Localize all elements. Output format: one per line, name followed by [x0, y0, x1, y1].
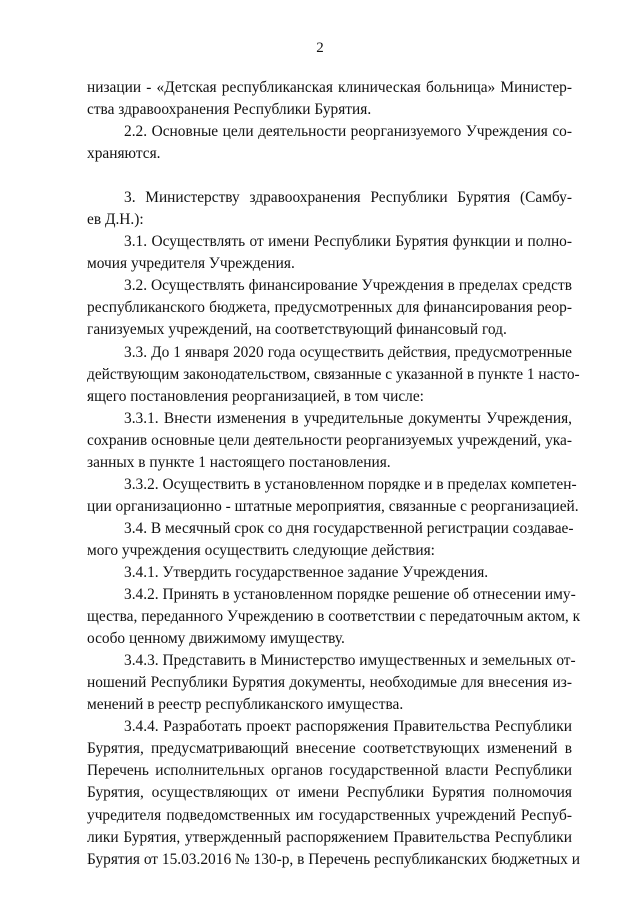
- text-line: храняются.: [87, 145, 161, 163]
- text-line: Бурятия, предусматривающий внесение соответствующих изменений в: [87, 740, 572, 758]
- text-line: Бурятия от 15.03.2016 № 130-р, в Перечень республиканских бюджетных и: [87, 850, 580, 868]
- text-line: 3.3.2. Осуществить в установленном порядке и в пределах компетен-: [124, 475, 577, 493]
- text-line: ящего постановления реорганизацией, в том числе:: [87, 387, 424, 405]
- paragraph-continuation: [87, 77, 572, 121]
- text-line: ев Д.Н.):: [87, 211, 144, 229]
- text-line: 3.3.1. Внести изменения в учредительные документы Учреждения,: [124, 409, 572, 427]
- text-line: Бурятия, осуществляющих от имени Республики Бурятия полномочия: [87, 784, 572, 802]
- text-line: учредителя подведомственных им государственных учреждений Респуб-: [87, 806, 572, 824]
- text-line: 3.2. Осуществлять финансирование Учреждения в пределах средств: [124, 277, 572, 295]
- text-line: ции организационно - штатные мероприятия, связанные с реорганизацией.: [87, 497, 579, 515]
- text-line: лики Бурятия, утвержденный распоряжением Правительства Республики: [87, 828, 572, 846]
- text-line: мочия учредителя Учреждения.: [87, 255, 295, 273]
- paragraph-spacer: [87, 165, 572, 187]
- document-body: [87, 77, 581, 871]
- text-line: щества, переданного Учреждению в соответствии с передаточным актом, к: [87, 608, 581, 626]
- paragraph-3-4-3: [87, 650, 576, 716]
- text-line: 3.3. До 1 января 2020 года осуществить действия, предусмотренные: [124, 343, 572, 361]
- text-line: республиканского бюджета, предусмотренных для финансирования реор-: [87, 299, 572, 317]
- paragraph-3-1: [87, 231, 572, 275]
- text-line: ношений Республики Бурятия документы, необходимые для внесения из-: [87, 674, 572, 692]
- text-line: сохранив основные цели деятельности реорганизуемых учреждений, ука-: [87, 431, 572, 449]
- text-line: особо ценному движимому имуществу.: [87, 630, 345, 648]
- text-line: 3.4.3. Представить в Министерство имущественных и земельных от-: [124, 652, 576, 670]
- text-line: действующим законодательством, связанные с указанной в пункте 1 насто-: [87, 365, 580, 383]
- paragraph-3-2: [87, 275, 572, 341]
- page-number: 2: [316, 40, 324, 56]
- paragraph-3-4: [87, 518, 572, 562]
- text-line: менений в реестр республиканского имущества.: [87, 696, 404, 714]
- paragraph-3: [87, 187, 572, 231]
- text-line: занных в пункте 1 настоящего постановления.: [87, 453, 391, 471]
- paragraph-3-4-2: [87, 584, 581, 650]
- paragraph-2-2: [87, 121, 572, 165]
- paragraph-3-3-2: [87, 474, 579, 518]
- text-line: 3.4.1. Утвердить государственное задание Учреждения.: [124, 563, 489, 581]
- text-line: 2.2. Основные цели деятельности реорганизуемого Учреждения со-: [124, 123, 572, 141]
- paragraph-3-3-1: [87, 408, 572, 474]
- text-line: 3. Министерству здравоохранения Республики Бурятия (Самбу-: [124, 189, 572, 207]
- text-line: Перечень исполнительных органов государственной власти Республики: [87, 762, 572, 780]
- text-line: ганизуемых учреждений, на соответствующий финансовый год.: [87, 321, 507, 339]
- paragraph-3-4-1: [87, 562, 572, 584]
- paragraph-3-3: [87, 342, 580, 408]
- text-line: 3.4.2. Принять в установленном порядке решение об отнесении иму-: [124, 586, 576, 604]
- text-line: 3.4.4. Разработать проект распоряжения Правительства Республики: [124, 718, 572, 736]
- text-line: ства здравоохранения Республики Бурятия.: [87, 101, 372, 119]
- text-line: 3.4. В месячный срок со дня государственной регистрации создавае-: [124, 519, 574, 537]
- paragraph-3-4-4: [87, 716, 580, 870]
- text-line: 3.1. Осуществлять от имени Республики Бурятия функции и полно-: [124, 233, 572, 251]
- text-line: низации - «Детская республиканская клиническая больница» Министер-: [87, 79, 572, 96]
- text-line: мого учреждения осуществить следующие действия:: [87, 541, 435, 559]
